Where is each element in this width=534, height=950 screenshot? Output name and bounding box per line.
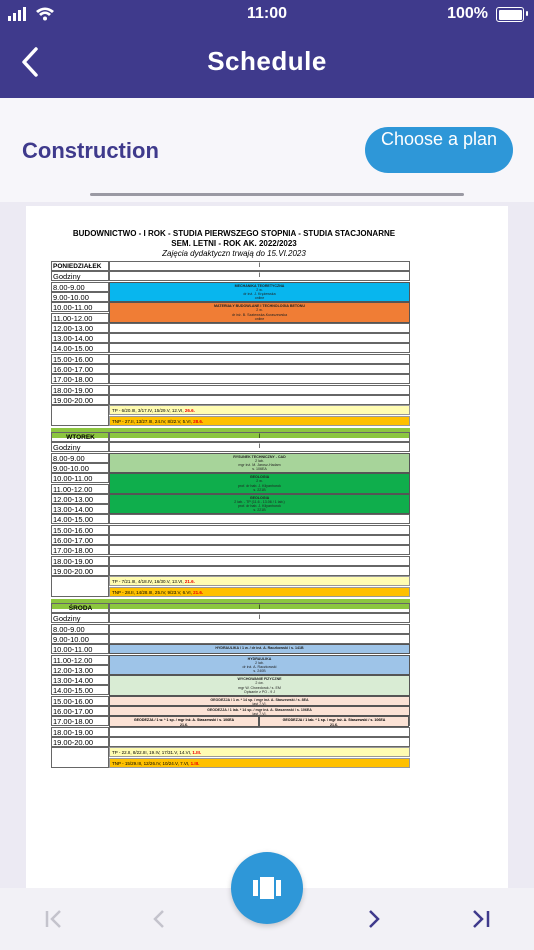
hour-label: 17.00-18.00 — [51, 545, 109, 555]
day-name: WTOREK — [51, 432, 109, 442]
hour-label: 18.00-19.00 — [51, 727, 109, 737]
class-block — [109, 675, 410, 696]
group-header: I — [109, 432, 410, 442]
class-line2: 2 w. — [256, 479, 263, 484]
notes-spacer — [51, 747, 109, 768]
tnp-text: TNP - 28.II, 14/28.III, 25.IV, 9/23.V, 6.VI, — [112, 589, 192, 595]
tp-text: TP - 22.II, 8/22.III, 19.IV, 17/31.V, 14.VI, — [112, 750, 192, 756]
class-line1: RYSUNEK TECHNICZNY - CAD — [233, 454, 286, 459]
hour-label: 13.00-14.00 — [51, 504, 109, 514]
tp-note — [109, 576, 410, 586]
class-line2: 2 lab. - TP (11.6 - 13.06 / 1 lab.) — [234, 500, 285, 504]
time-slot — [109, 535, 410, 545]
class-line1: GEOLOGIA — [249, 495, 270, 500]
class-line1: GEODEZJA / 1 w. * 14 sp. / mgr inż. A. Staszewski / s. 8EA — [210, 697, 309, 702]
hour-label: 8.00-9.00 — [51, 624, 109, 634]
status-time: 11:00 — [246, 5, 288, 22]
hour-label: 13.00-14.00 — [51, 675, 109, 685]
time-slot — [109, 737, 410, 747]
tnp-highlight: 21.6. — [193, 589, 204, 595]
class-block — [109, 453, 410, 474]
class-line1: WYCHOWANIE FIZYCZNE — [237, 677, 282, 682]
time-slot — [109, 323, 410, 333]
class-line1: GEODEZJA / 1 w. * 1 sp. / mgr inż. A. Staszewski / s. 106EA — [133, 718, 235, 723]
class-line3: dr inż. B. Szatewska-Kuraszewska — [231, 312, 288, 317]
class-line2: 21.6. — [330, 722, 338, 727]
class-line1: GEODEZJA / 1 lab. * 1 sp. / mgr inż. A. Staszewski / s. 106EA — [282, 718, 386, 723]
class-block — [109, 302, 410, 323]
group-header: I — [109, 271, 410, 281]
status-bar — [0, 0, 534, 28]
class-line3: mgr W. Chwedoruk / s. EM — [238, 685, 281, 690]
class-line2: last 7.VI. — [252, 712, 267, 717]
hour-label: 15.00-16.00 — [51, 525, 109, 535]
time-slot — [109, 545, 410, 555]
class-line4: online — [254, 296, 265, 301]
time-slot — [109, 354, 410, 364]
group-header: I — [109, 261, 410, 271]
header-line-2: SEM. LETNI - ROK AK. 2022/2023 — [171, 239, 297, 248]
class-line4: s. 106EA — [252, 467, 267, 472]
notes-spacer — [51, 405, 109, 426]
hour-label: 13.00-14.00 — [51, 333, 109, 343]
hour-label: 19.00-20.00 — [51, 395, 109, 405]
tnp-note — [109, 416, 410, 426]
tp-highlight: 26.6. — [184, 408, 195, 414]
hour-label: 11.00-12.00 — [51, 313, 109, 323]
hour-label: 10.00-11.00 — [51, 473, 109, 483]
class-line1: GEODEZJA / 1 lab. * 14 sp. / mgr inż. A. Staszewski / s. 106EA — [207, 708, 312, 712]
class-line2: 2 ćw. — [255, 681, 264, 686]
time-slot — [109, 624, 410, 634]
tp-text: TP - 6/20.III, 3/17.IV, 15/29.V, 12.VI, — [112, 408, 184, 414]
class-line4: s. 221B — [253, 487, 266, 492]
tnp-text: TNP - 15/29.III, 12/26.IV, 10/24.V, 7.VI, — [112, 760, 190, 766]
hour-label: 9.00-10.00 — [51, 634, 109, 644]
class-block — [109, 716, 259, 726]
class-line2: 2 lab. — [255, 660, 264, 665]
class-line4: Opisanie z PO - 9 J — [243, 689, 276, 694]
pdf-view-button[interactable] — [231, 852, 303, 924]
day-name: ŚRODA — [51, 603, 109, 613]
hour-label: 8.00-9.00 — [51, 282, 109, 292]
hour-label: 10.00-11.00 — [51, 644, 109, 654]
class-line4: online — [254, 316, 265, 321]
plan-name: Construction — [22, 138, 159, 163]
class-line1: HYDRAULIKA — [247, 656, 272, 661]
time-slot — [109, 385, 410, 395]
header-line-1: BUDOWNICTWO - I ROK - STUDIA PIERWSZEGO STOPNIA - STUDIA STACJONARNE — [72, 229, 396, 238]
class-line4: s. 221B — [253, 508, 266, 513]
group-header: I — [109, 603, 410, 613]
class-block — [109, 706, 410, 716]
class-line2: 2 lab. — [255, 458, 264, 463]
class-block — [259, 716, 409, 726]
hour-label: 16.00-17.00 — [51, 364, 109, 374]
class-line1: MECHANIKA TEORETYCZNA — [234, 283, 285, 288]
hour-label: 9.00-10.00 — [51, 463, 109, 473]
battery-icon — [496, 7, 524, 22]
time-slot — [109, 374, 410, 384]
time-slot — [109, 727, 410, 737]
hour-label: 19.00-20.00 — [51, 566, 109, 576]
class-block — [109, 696, 410, 706]
hour-label: 14.00-15.00 — [51, 343, 109, 353]
hour-label: 19.00-20.00 — [51, 737, 109, 747]
divider — [90, 193, 464, 196]
last-page-icon[interactable] — [466, 906, 496, 932]
hour-label: 17.00-18.00 — [51, 716, 109, 726]
page-title: Schedule — [207, 46, 327, 76]
battery-percent: 100% — [447, 5, 488, 22]
notes-spacer — [51, 576, 109, 597]
class-line3: prof. dr hab. J. Kilyanhorok — [238, 504, 281, 509]
hour-label: 12.00-13.00 — [51, 665, 109, 675]
pdf-view-icon — [251, 874, 283, 902]
hour-label: 10.00-11.00 — [51, 302, 109, 312]
hour-label: 15.00-16.00 — [51, 696, 109, 706]
class-line2: 2 w. — [256, 308, 263, 313]
tnp-highlight: 1.III. — [190, 760, 200, 766]
class-line3: dr inż. J. Krężewska — [243, 292, 276, 296]
header-line-3: Zajęcia dydaktyczn trwają do 15.VI.2023 — [162, 249, 306, 258]
choose-plan-button[interactable]: Choose a plan — [365, 127, 513, 173]
class-block — [109, 473, 410, 494]
tnp-note — [109, 758, 410, 768]
day-name: PONIEDZIAŁEK — [51, 261, 109, 271]
hour-label: 12.00-13.00 — [51, 323, 109, 333]
hour-label: 16.00-17.00 — [51, 535, 109, 545]
hour-label: 9.00-10.00 — [51, 292, 109, 302]
class-line2: 21.6. — [180, 722, 188, 727]
hour-label: 17.00-18.00 — [51, 374, 109, 384]
class-block — [109, 282, 410, 303]
class-block — [109, 494, 410, 515]
hour-label: 11.00-12.00 — [51, 655, 109, 665]
group-header: I — [109, 613, 410, 623]
tp-note — [109, 747, 410, 757]
hour-label: 11.00-12.00 — [51, 484, 109, 494]
hour-label: 18.00-19.00 — [51, 385, 109, 395]
godziny-label: Godziny — [51, 442, 109, 452]
tp-highlight: 1.III. — [192, 750, 202, 756]
hour-label: 12.00-13.00 — [51, 494, 109, 504]
hour-label: 14.00-15.00 — [51, 514, 109, 524]
prev-page-icon — [145, 906, 175, 932]
first-page-icon — [40, 906, 70, 932]
hour-label: 18.00-19.00 — [51, 556, 109, 566]
tnp-highlight: 28.6. — [193, 418, 204, 424]
time-slot — [109, 556, 410, 566]
next-page-icon[interactable] — [360, 906, 390, 932]
hour-label: 15.00-16.00 — [51, 354, 109, 364]
time-slot — [109, 566, 410, 576]
tp-note — [109, 405, 410, 415]
hour-label: 14.00-15.00 — [51, 685, 109, 695]
class-line2: 2 w. — [256, 287, 263, 292]
class-line3: prof. dr hab. J. Kilyanhorok — [238, 483, 281, 488]
schedule-document[interactable] — [26, 206, 508, 890]
time-slot — [109, 634, 410, 644]
time-slot — [109, 395, 410, 405]
time-slot — [109, 364, 410, 374]
class-line1: HYDRAULIKA / 1 w. / dr inż. A. Raczkowski / s. 141B — [215, 646, 304, 651]
class-block — [109, 655, 410, 676]
tnp-text: TNP - 27.II, 13/27.III, 24.IV, 8/22.V, 5.VI, — [112, 418, 192, 424]
class-line4: s. 240B — [253, 669, 266, 674]
tp-text: TP - 7/21.III, 4/18.IV, 16/30.V, 13.VI, — [112, 579, 184, 585]
time-slot — [109, 343, 410, 353]
document-header — [46, 229, 422, 259]
godziny-label: Godziny — [51, 271, 109, 281]
tp-highlight: 21.6. — [184, 579, 195, 585]
group-header: I — [109, 442, 410, 452]
time-slot — [109, 525, 410, 535]
hour-label: 16.00-17.00 — [51, 706, 109, 716]
class-block — [109, 644, 410, 654]
class-line3: mgr inż. M. Jarosz-Hadam — [238, 463, 281, 467]
class-line1: GEOLOGIA — [249, 475, 270, 480]
tnp-note — [109, 587, 410, 597]
class-line1: MATERIAŁY BUDOWLANE I TECHNOLOGIA BETONU — [214, 304, 305, 309]
navigation-bar — [0, 0, 534, 98]
time-slot — [109, 333, 410, 343]
godziny-label: Godziny — [51, 613, 109, 623]
class-line3: dr inż. A. Raczkowski — [242, 664, 277, 669]
hour-label: 8.00-9.00 — [51, 453, 109, 463]
time-slot — [109, 514, 410, 524]
class-line2: last 7.VI. — [252, 701, 267, 706]
